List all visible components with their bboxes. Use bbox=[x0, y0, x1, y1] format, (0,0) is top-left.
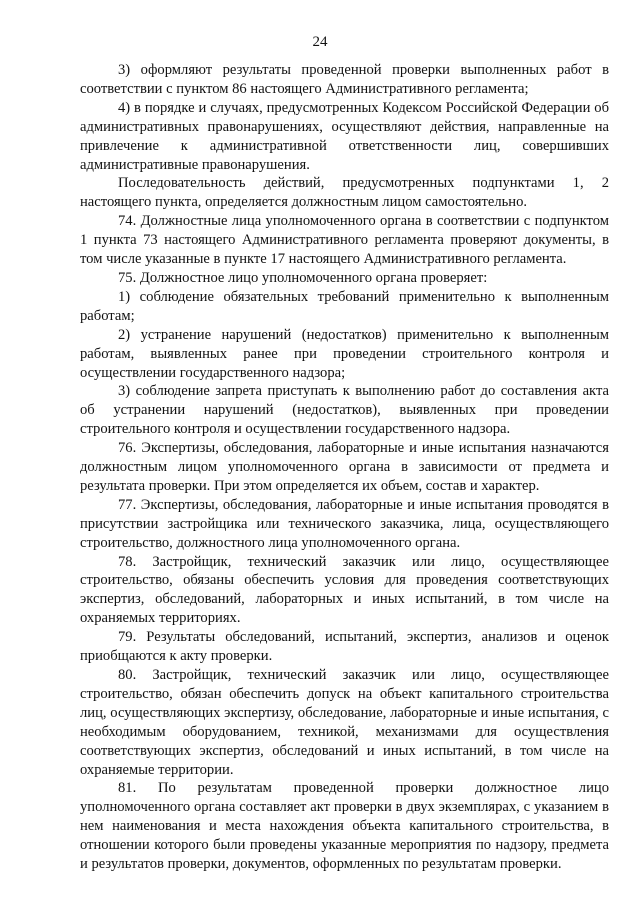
paragraph-item-4: 4) в порядке и случаях, предусмотренных Кодексом Российской Федерации об административных правонарушениях, осуществляют действия, направленные на привлечение к административной ответственности лиц, совершивших административные правонарушения. bbox=[80, 99, 609, 173]
paragraph-79: 79. Результаты обследований, испытаний, экспертиз, анализов и оценок приобщаются к акту проверки. bbox=[80, 629, 609, 665]
document-body bbox=[80, 61, 609, 874]
paragraph-item-3: 3) оформляют результаты проведенной проверки выполненных работ в соответствии с пунктом 86 настоящего Административного регламента; bbox=[80, 62, 609, 97]
paragraph-sequence-note: Последовательность действий, предусмотренных подпунктами 1, 2 настоящего пункта, определяется должностным лицом самостоятельно. bbox=[80, 175, 609, 211]
page-number: 24 bbox=[312, 34, 328, 50]
paragraph-75-item-3: 3) соблюдение запрета приступать к выполнению работ до составления акта об устранении нарушений (недостатков), выявленных при проведении строительного контроля и осуществлении государственного надзора. bbox=[80, 383, 609, 438]
paragraph-75-item-1: 1) соблюдение обязательных требований применительно к выполненным работам; bbox=[80, 288, 609, 324]
paragraph-78: 78. Застройщик, технический заказчик или лицо, осуществляющее строительство, обязаны обеспечить условия для проведения соответствующих экспертиз, обследований, лабораторных и иных испытаний, в том числе на охраняемых территориях. bbox=[80, 553, 609, 627]
paragraph-75: 75. Должностное лицо уполномоченного органа проверяет: bbox=[118, 269, 488, 286]
paragraph-81: 81. По результатам проведенной проверки должностное лицо уполномоченного органа составляет акт проверки в двух экземплярах, с указанием в нем наименования и места нахождения объекта капитального строительства, в отношении которого были проведены указанные мероприятия по надзору, предмета и результатов проверки, документов, оформленных по результатам проверки. bbox=[80, 780, 609, 873]
paragraph-80: 80. Застройщик, технический заказчик или лицо, осуществляющее строительство, обязан обеспечить допуск на объект капитального строительства лиц, осуществляющих экспертизу, обследование, лабораторные и иные испытания, с необходимым оборудованием, техникой, механизмами для осуществления соответствующих экспертиз, обследований и иных испытаний, в том числе на охраняемые территории. bbox=[80, 667, 609, 778]
paragraph-74: 74. Должностные лица уполномоченного органа в соответствии с подпунктом 1 пункта 73 настоящего Административного регламента проверяют документы, в том числе указанные в пункте 17 настоящего Административного регламента. bbox=[80, 213, 609, 268]
paragraph-77: 77. Экспертизы, обследования, лабораторные и иные испытания проводятся в присутствии застройщика или технического заказчика, лица, осуществляющего строительство, должностного лица уполномоченного органа. bbox=[80, 496, 609, 551]
paragraph-76: 76. Экспертизы, обследования, лабораторные и иные испытания назначаются должностным лицом уполномоченного органа в зависимости от предмета и результата проверки. При этом определяется их объем, состав и характер. bbox=[80, 440, 609, 494]
paragraph-75-item-2: 2) устранение нарушений (недостатков) применительно к выполненным работам, выявленных ранее при проведении строительного контроля и осуществлении государственного надзора; bbox=[80, 326, 609, 381]
